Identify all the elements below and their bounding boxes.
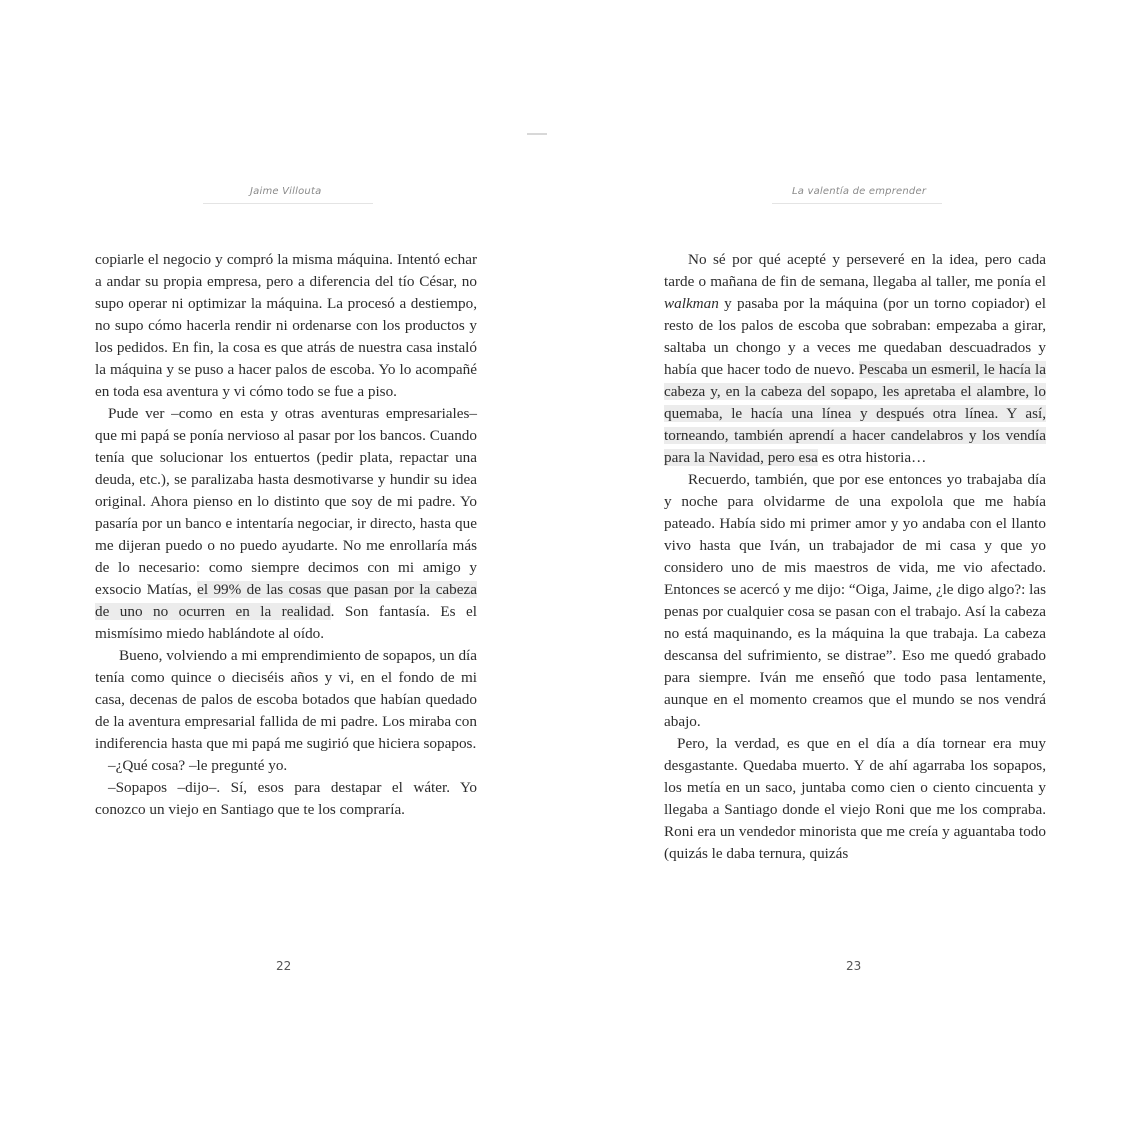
paragraph: Recuerdo, también, que por ese entonces yo trabajaba día y noche para olvidarme de una expolola que me había pateado. Había sido mi primer amor y yo andaba con el llanto vivo hasta que Iván, un trabajador de mi casa y que yo considero uno de mis maestros de vida, me vio afectado. Entonces se acercó y me dijo: “Oiga, Jaime, ¿le digo algo?: las penas por cualquier cosa se pasan con el trabajo. Así la cabeza no está maquinando, es la máquina la que trabaja. La cabeza descansa del sufrimiento, se distrae”. Eso me quedó grabado para siempre. Iván me enseñó que todo pasa lentamente, aunque en el momento creamos que el mundo se nos vendrá abajo. [664, 471, 1046, 730]
text-run: y pasaba por la máquina (por un torno copiador) el resto de los palos de escoba que sobraban: empezaba a girar, saltaba un chongo y a veces me quedaban descuadrados y había que hacer todo de nuevo. [664, 295, 1046, 378]
spine-mark [527, 133, 547, 135]
paragraph: Bueno, volviendo a mi emprendimiento de sopapos, un día tenía como quince o dieciséis años y vi, en el fondo de mi casa, decenas de palos de escoba botados que habían quedado de la aventura empresarial fallida de mi padre. Los miraba con indiferencia hasta que mi papá me sugirió que hiciera sopapos. [95, 647, 477, 752]
running-head-rule [203, 203, 373, 204]
paragraph [664, 249, 1046, 469]
dialogue-line: –¿Qué cosa? –le pregunté yo. [108, 757, 288, 774]
running-head-author: Jaime Villouta [250, 186, 322, 197]
page-number: 22 [276, 959, 292, 973]
right-page [664, 0, 1046, 1140]
paragraph: Pero, la verdad, es que en el día a día tornear era muy desgastante. Quedaba muerto. Y de ahí agarraba los sopapos, los metía en un saco, juntaba como cien o ciento cincuenta y llegaba a Santiago donde el viejo Roni que me los compraba. Roni era un vendedor minorista que me creía y aguantaba todo (quizás le daba ternura, quizás [664, 735, 1046, 862]
paragraph [95, 403, 477, 645]
text-run: es otra historia… [817, 449, 927, 466]
page-number: 23 [846, 959, 862, 973]
right-page-body [664, 249, 1046, 865]
highlighted-text: el 99% de las cosas que pasan por la cabeza de uno no ocurren en la realidad [95, 581, 477, 620]
left-page [95, 0, 477, 1140]
italic-text: walkman [664, 295, 719, 312]
running-head-title: La valentía de emprender [792, 186, 927, 197]
text-run: No sé por qué acepté y perseveré en la idea, pero cada tarde o mañana de fin de semana, llegaba al taller, me ponía el [664, 251, 1046, 290]
running-head-rule [772, 203, 942, 204]
dialogue-line: –Sopapos –dijo–. Sí, esos para destapar el wáter. Yo conozco un viejo en Santiago que te los compraría. [95, 779, 477, 818]
paragraph: copiarle el negocio y compró la misma máquina. Intentó echar a andar su propia empresa, pero a diferencia del tío César, no supo operar ni optimizar la máquina. La procesó a destiempo, no supo cómo hacerla rendir ni ordenarse con los productos y los pedidos. En fin, la cosa es que atrás de nuestra casa instaló la máquina y se puso a hacer palos de escoba. Yo lo acompañé en toda esa aventura y vi cómo todo se fue a piso. [95, 251, 477, 400]
highlighted-text: Pescaba un esmeril, le hacía la cabeza y, en la cabeza del sopapo, les apretaba el alambre, lo quemaba, le hacía una línea y después otra línea. Y así, torneando, también aprendí a hacer candelabros y los vendía para la Navidad, pero esa [664, 361, 1046, 466]
text-run: . Son fantasía. Es el mismísimo miedo hablándote al oído. [95, 603, 477, 642]
text-run: Pude ver –como en esta y otras aventuras empresariales– que mi papá se ponía nervioso al pasar por los bancos. Cuando tenía que solucionar los entuertos (pedir plata, repactar una deuda, etc.), se paralizaba hasta desmotivarse y hundir su idea original. Ahora pienso en lo distinto que soy de mi padre. Yo pasaría por un banco e intentaría negociar, ir directo, hasta que me dijeran puedo o no puedo ayudarte. No me enrollaría más de lo necesario: como siempre decimos con mi amigo y exsocio Matías, [95, 405, 477, 598]
left-page-body [95, 249, 477, 821]
